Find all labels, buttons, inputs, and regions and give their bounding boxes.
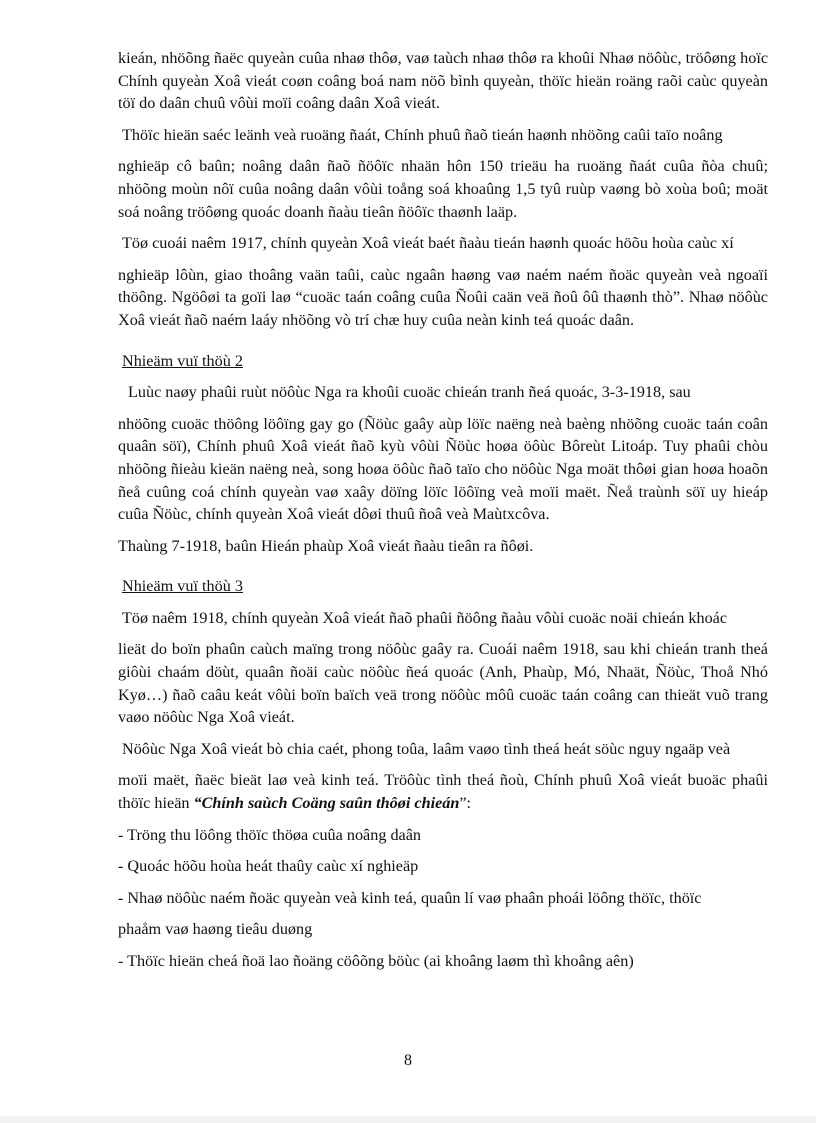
paragraph-constitution: Thaùng 7-1918, baûn Hieán phaùp Xoâ vieát ñaàu tieân ra ñôøi. — [118, 536, 534, 555]
paragraph-civil-war-cont: lieät do boïn phaûn caùch maïng trong nöôùc gaây ra. Cuoái naêm 1918, sau khi chieán tranh theá giôùi chaám döùt, quaân ñoäi caùc nöôùc ñeá quoác (Anh, Phaùp, Mó, Nhaät, Ñöùc, Thoå Nhó Kyø…) ñaõ caâu keát vôùi boïn baïch veä trong nöôùc môû cuoäc taán coâng can thieät vuõ trang vaøo nöôùc Nga Xoâ vieát. — [118, 640, 768, 727]
paragraph-blockade-start: Nöôùc Nga Xoâ vieát bò chia caét, phong toûa, laâm vaøo tình theá heát söùc nguy ngaäp veà — [122, 739, 731, 758]
section-heading-task-2: Nhieäm vuï thöù 2 — [122, 351, 243, 370]
policy-bullet-1: - Tröng thu löông thöïc thöøa cuûa noâng daân — [118, 825, 422, 844]
policy-bullet-4: - Thöïc hieän cheá ñoä lao ñoäng cöôõng böùc (ai khoâng laøm thì khoâng aên) — [118, 952, 634, 970]
policy-bullet-3-cont: phaåm vaø haøng tieâu duøng — [118, 920, 313, 939]
policy-intro-text: moïi maët, ñaëc bieät laø veà kinh teá. Tröôùc tình theá ñoù, Chính phuû Xoâ vieát buoäc phaûi thöïc hieän — [118, 771, 768, 813]
paragraph-civil-war-start: Töø naêm 1918, chính quyeàn Xoâ vieát ñaõ phaûi ñöông ñaàu vôùi cuoäc noäi chieán khoác — [122, 608, 728, 627]
paragraph-intro: kieán, nhöõng ñaëc quyeàn cuûa nhaø thôø, vaø taùch nhaø thôø ra khoûi Nhaø nöôùc, tröôøng hoïc Chính quyeàn Xoâ vieát coøn coâng boá nam nöõ bình quyeàn, thöïc hieän roäng raõi caùc quyeàn töï do daân chuû vôùi moïi coâng daân Xoâ vieát. — [118, 49, 768, 113]
page-number: 8 — [404, 1052, 412, 1069]
paragraph-land-decree-cont: nghieäp cô baûn; noâng daân ñaõ ñöôïc nhaän hôn 150 trieäu ha ruoäng ñaát cuûa ñòa chuû; nhöõng moùn nôï cuûa noâng daân vôùi toång soá khoaûng 1,5 tyû ruùp vaøng bò xoùa boû; moät soá noâng tröôøng quoác doanh ñaàu tieân ñöôïc thaønh laäp. — [118, 157, 768, 221]
paragraph-war-exit-cont: nhöõng cuoäc thöông löôïng gay go (Ñöùc gaây aùp löïc naëng neà baèng nhöõng cuoäc taán coân quaân söï), Chính phuû Xoâ vieát ñaõ kyù vôùi Ñöùc hoøa öôùc Bôreùt Litoáp. Tuy phaûi chòu nhöõng ñieàu kieän naëng neà, song hoøa öôùc ñaõ taïo cho nöôùc Nga moät thôøi gian hoøa hoaõn ñeå cuûng coá chính quyeàn vaø xaây döïng löïc löôïng veà moïi maët. Ñeå traùnh söï uy hieáp cuûa Ñöùc, chính quyeàn Xoâ vieát dôøi thuû ñoâ veà Maùtxcôva. — [118, 414, 768, 524]
policy-bullet-2: - Quoác höõu hoùa heát thaûy caùc xí nghieäp — [118, 857, 419, 876]
policy-bullet-3-start: - Nhaø nöôùc naém ñoäc quyeàn veà kinh teá, quaûn lí vaø phaân phoái löông thöïc, thöïc — [118, 888, 702, 907]
section-heading-task-2-wrap — [118, 341, 768, 373]
page-bottom-edge — [0, 1116, 816, 1123]
paragraph-land-decree-start: Thöïc hieän saéc leänh veà ruoäng ñaát, Chính phuû ñaõ tieán haønh nhöõng caûi taïo noâng — [122, 125, 723, 144]
document-body — [118, 47, 768, 973]
policy-title: “Chính saùch Coäng saûn thôøi chieán — [193, 794, 460, 813]
section-heading-task-3-wrap — [118, 566, 768, 598]
paragraph-nationalization-cont: nghieäp lôùn, giao thoâng vaän taûi, caùc ngaân haøng vaø naém naém ñoäc quyeàn veà ngoaïi thöông. Ngöôøi ta goïi laø “cuoäc taán coâng cuûa Ñoûi caän veä ñoû ôû thaønh thò”. Nhaø nöôùc Xoâ vieát ñaõ naém laáy nhöõng vò trí chæ huy cuûa neàn kinh teá quoác daân. — [118, 265, 768, 329]
paragraph-nationalization-start: Töø cuoái naêm 1917, chính quyeàn Xoâ vieát baét ñaàu tieán haønh quoác höõu hoùa caùc xí — [122, 234, 734, 253]
paragraph-blockade-cont — [118, 769, 768, 814]
section-heading-task-3: Nhieäm vuï thöù 3 — [122, 577, 243, 596]
policy-closing: ”: — [459, 794, 472, 813]
paragraph-war-exit-start: Luùc naøy phaûi ruùt nöôùc Nga ra khoûi cuoäc chieán tranh ñeá quoác, 3-3-1918, sau — [128, 383, 691, 402]
